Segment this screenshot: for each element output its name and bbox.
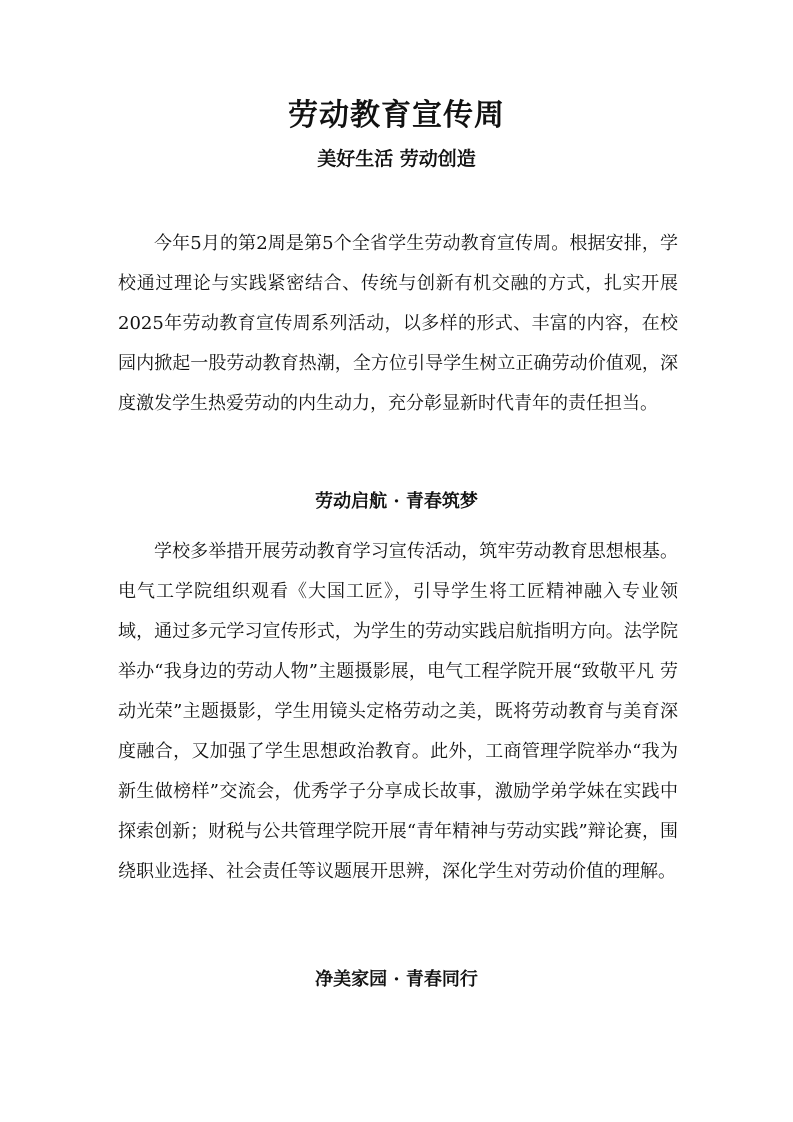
section-1-paragraph: 学校多举措开展劳动教育学习宣传活动，筑牢劳动教育思想根基。电气工学院组织观看《大国工匠》，引导学生将工匠精神融入专业领域，通过多元学习宣传形式，为学生的劳动实践启航指明方向。法学院举办“我身边的劳动人物”主题摄影展，电气工程学院开展“致敬平凡 劳动光荣”主题摄影，学生用镜头定格劳动之美，既将劳动教育与美育深度融合，又加强了学生思想政治教育。此外，工商管理学院举办“我为新生做榜样”交流会，优秀学子分享成长故事，激励学弟学妹在实践中探索创新；财税与公共管理学院开展“青年精神与劳动实践”辩论赛，围绕职业选择、社会责任等议题展开思辨，深化学生对劳动价值的理解。 [118, 541, 678, 882]
intro-paragraph: 今年5月的第2周是第5个全省学生劳动教育宣传周。根据安排，学校通过理论与实践紧密结合、传统与创新有机交融的方式，扎实开展2025年劳动教育宣传周系列活动，以多样的形式、丰富的内容，在校园内掀起一股劳动教育热潮，全方位引导学生树立正确劳动价值观，深度激发学生热爱劳动的内生动力，充分彰显新时代青年的责任担当。 [118, 233, 678, 414]
document-title: 劳动教育宣传周 [288, 98, 505, 133]
section-heading-2: 净美家园 · 青春同行 [315, 969, 478, 990]
section-heading-1: 劳动启航 · 青春筑梦 [315, 491, 478, 512]
document-subtitle: 美好生活 劳动创造 [317, 148, 476, 170]
